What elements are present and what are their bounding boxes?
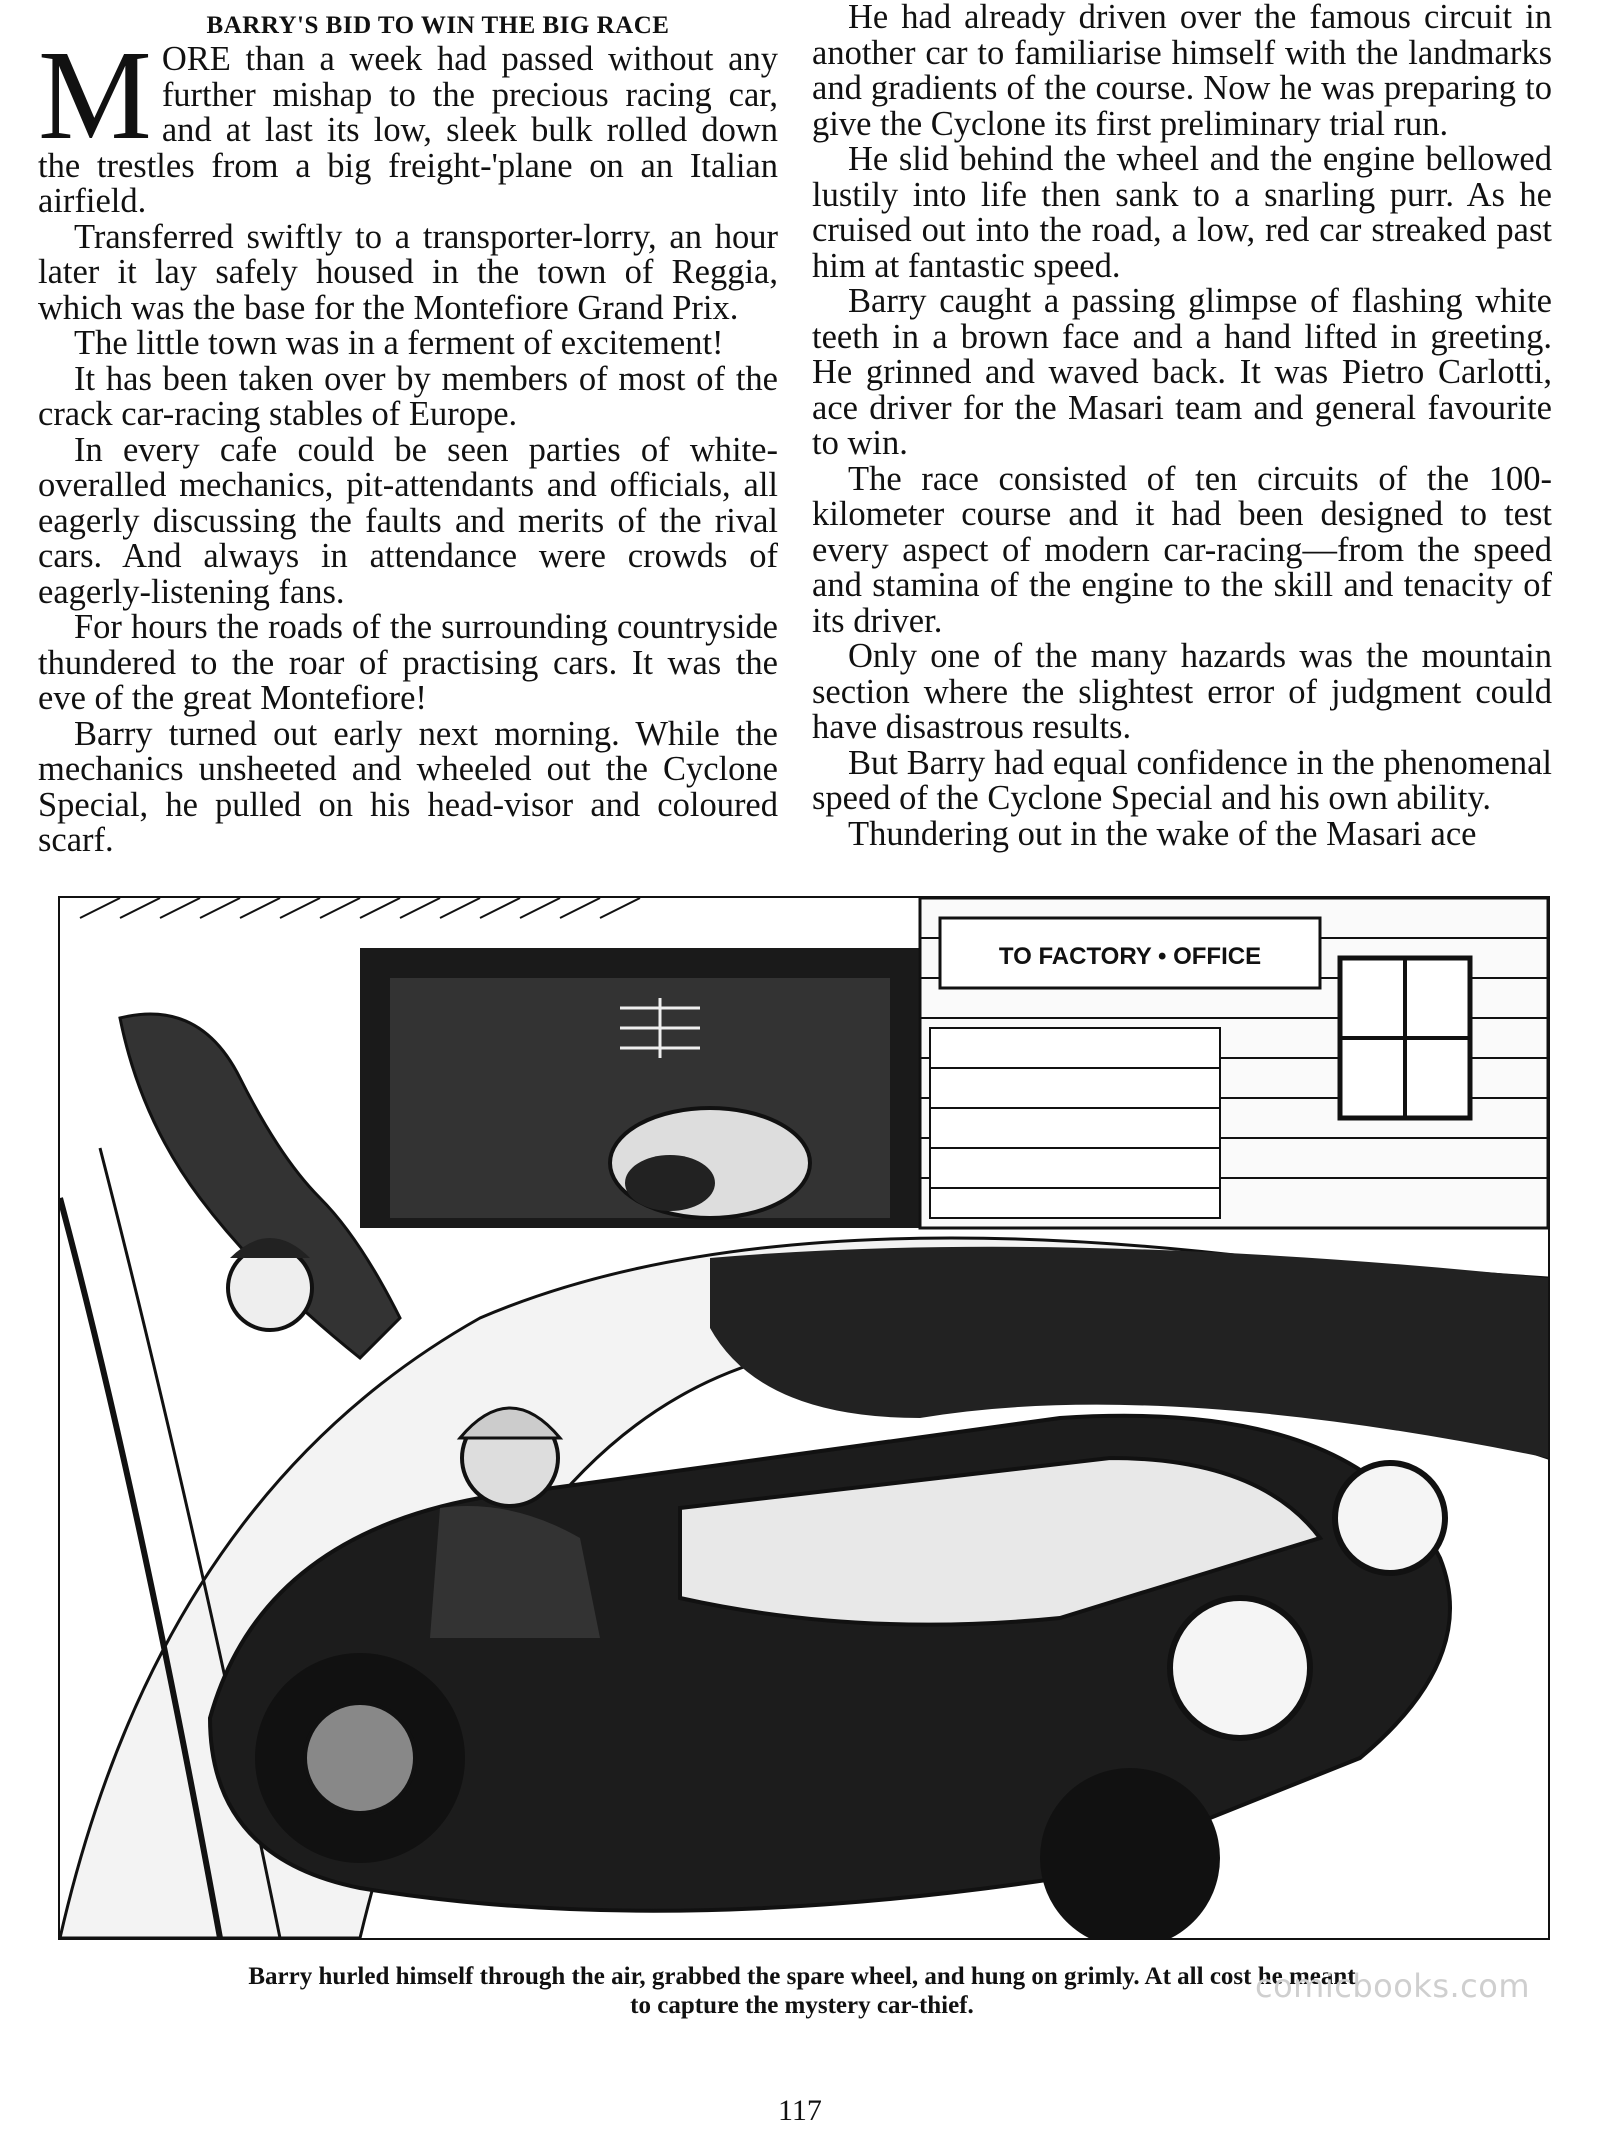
paragraph: The little town was in a ferment of excitement! <box>74 324 724 362</box>
paragraph: Barry caught a passing glimpse of flashing white teeth in a brown face and a hand lifted in greeting. He grinned and waved back. It was Pietro Carlotti, ace driver for the Masari team and general favourite to win. <box>812 282 1552 462</box>
paragraph: The race consisted of ten circuits of the 100-kilometer course and it had been designed to test every aspect of modern car-racing—from the speed and stamina of the engine to the skill and tenacity of its driver. <box>812 459 1552 640</box>
paragraph: He slid behind the wheel and the engine bellowed lustily into life then sank to a snarling purr. As he cruised out into the road, a low, red car streaked past him at fantastic speed. <box>812 140 1552 285</box>
watermark: comicbooks.com <box>1254 1967 1530 2005</box>
sign-text: TO FACTORY • OFFICE <box>998 943 1262 970</box>
paragraph: In every cafe could be seen parties of white-overalled mechanics, pit-attendants and officials, all eagerly discussing the faults and merits of the rival cars. And always in attendance were crowds of eagerly-listening fans. <box>38 430 778 611</box>
paragraph: Only one of the many hazards was the mountain section where the slightest error of judgment could have disastrous results. <box>812 637 1552 746</box>
illustration-drawing <box>60 898 1548 1938</box>
left-column <box>38 0 778 859</box>
paragraph: Thundering out in the wake of the Masari ace <box>848 814 1477 853</box>
paragraph: He had already driven over the famous circuit in another car to familiarise himself with the landmarks and gradients of the course. Now he was preparing to give the Cyclone its first preliminary trial run. <box>812 0 1552 143</box>
paragraph: But Barry had equal confidence in the phenomenal speed of the Cyclone Special and his own ability. <box>812 743 1552 817</box>
paragraph: For hours the roads of the surrounding countryside thundered to the roar of practising cars. It was the eve of the great Montefiore! <box>38 608 778 717</box>
paragraph: Transferred swiftly to a transporter-lorry, an hour later it lay safely housed in the town of Reggia, which was the base for the Montefiore Grand Prix. <box>38 217 778 327</box>
drop-cap: M <box>38 24 152 166</box>
paragraph: MORE than a week had passed without any further mishap to the precious racing car, and at last its low, sleek bulk rolled down the trestles from a big freight-'plane on an Italian airfield. <box>38 24 778 220</box>
paragraph: Barry turned out early next morning. While the mechanics unsheeted and wheeled out the Cyclone Special, he pulled on his head-visor and coloured scarf. <box>38 714 778 859</box>
right-column <box>812 0 1552 852</box>
paragraph: It has been taken over by members of most of the crack car-racing stables of Europe. <box>38 359 778 433</box>
article-heading: BARRY'S BID TO WIN THE BIG RACE <box>206 12 670 39</box>
caption-line: Barry hurled himself through the air, grabbed the spare wheel, and hung on grimly. At all cost he meant <box>248 1963 1356 1990</box>
illustration <box>58 896 1550 1940</box>
page-number: 117 <box>778 2094 822 2127</box>
caption-line: to capture the mystery car-thief. <box>630 1992 974 2019</box>
